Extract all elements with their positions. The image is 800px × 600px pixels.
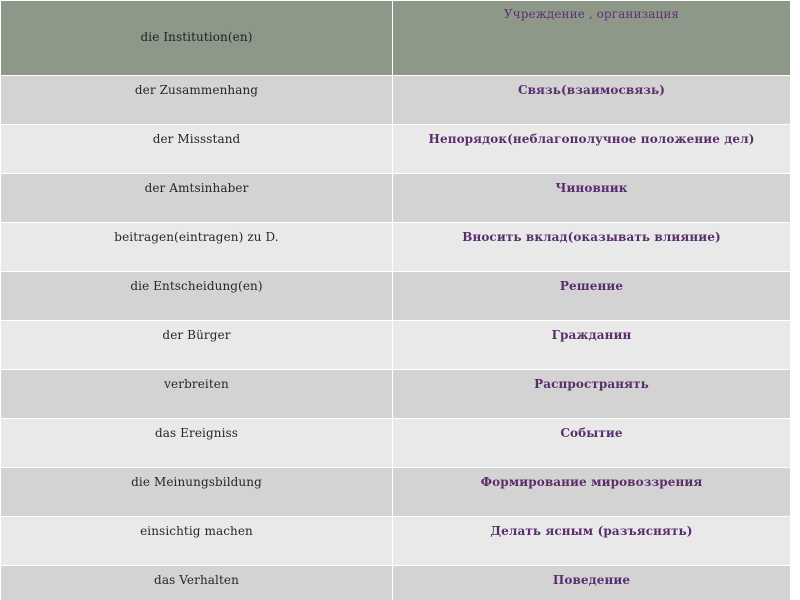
german-term: einsichtig machen (1, 517, 393, 566)
table-row (1, 76, 791, 125)
table-row (1, 125, 791, 174)
table-row (1, 174, 791, 223)
german-term: verbreiten (1, 370, 393, 419)
russian-translation: Гражданин (393, 321, 791, 370)
russian-translation: Чиновник (393, 174, 791, 223)
german-term: die Meinungsbildung (1, 468, 393, 517)
table-row (1, 272, 791, 321)
german-term: der Missstand (1, 125, 393, 174)
header-german-cell: die Institution(en) (1, 1, 393, 76)
russian-translation: Решение (393, 272, 791, 321)
german-term: die Entscheidung(en) (1, 272, 393, 321)
table-row (1, 370, 791, 419)
header-russian-cell: Учреждение , организация (393, 1, 791, 76)
table-row (1, 419, 791, 468)
table-row (1, 468, 791, 517)
table-row (1, 223, 791, 272)
table-row (1, 566, 791, 600)
russian-translation: Событие (393, 419, 791, 468)
german-term: der Amtsinhaber (1, 174, 393, 223)
table-header-row (1, 1, 791, 76)
russian-translation: Поведение (393, 566, 791, 600)
german-term: das Verhalten (1, 566, 393, 600)
table-row (1, 517, 791, 566)
german-term: der Bürger (1, 321, 393, 370)
german-term: der Zusammenhang (1, 76, 393, 125)
german-term: beitragen(eintragen) zu D. (1, 223, 393, 272)
russian-translation: Делать ясным (разъяснять) (393, 517, 791, 566)
german-term: das Ereigniss (1, 419, 393, 468)
russian-translation: Распространять (393, 370, 791, 419)
russian-translation: Связь(взаимосвязь) (393, 76, 791, 125)
table-row (1, 321, 791, 370)
russian-translation: Непорядок(неблагополучное положение дел) (393, 125, 791, 174)
russian-translation: Формирование мировоззрения (393, 468, 791, 517)
russian-translation: Вносить вклад(оказывать влияние) (393, 223, 791, 272)
